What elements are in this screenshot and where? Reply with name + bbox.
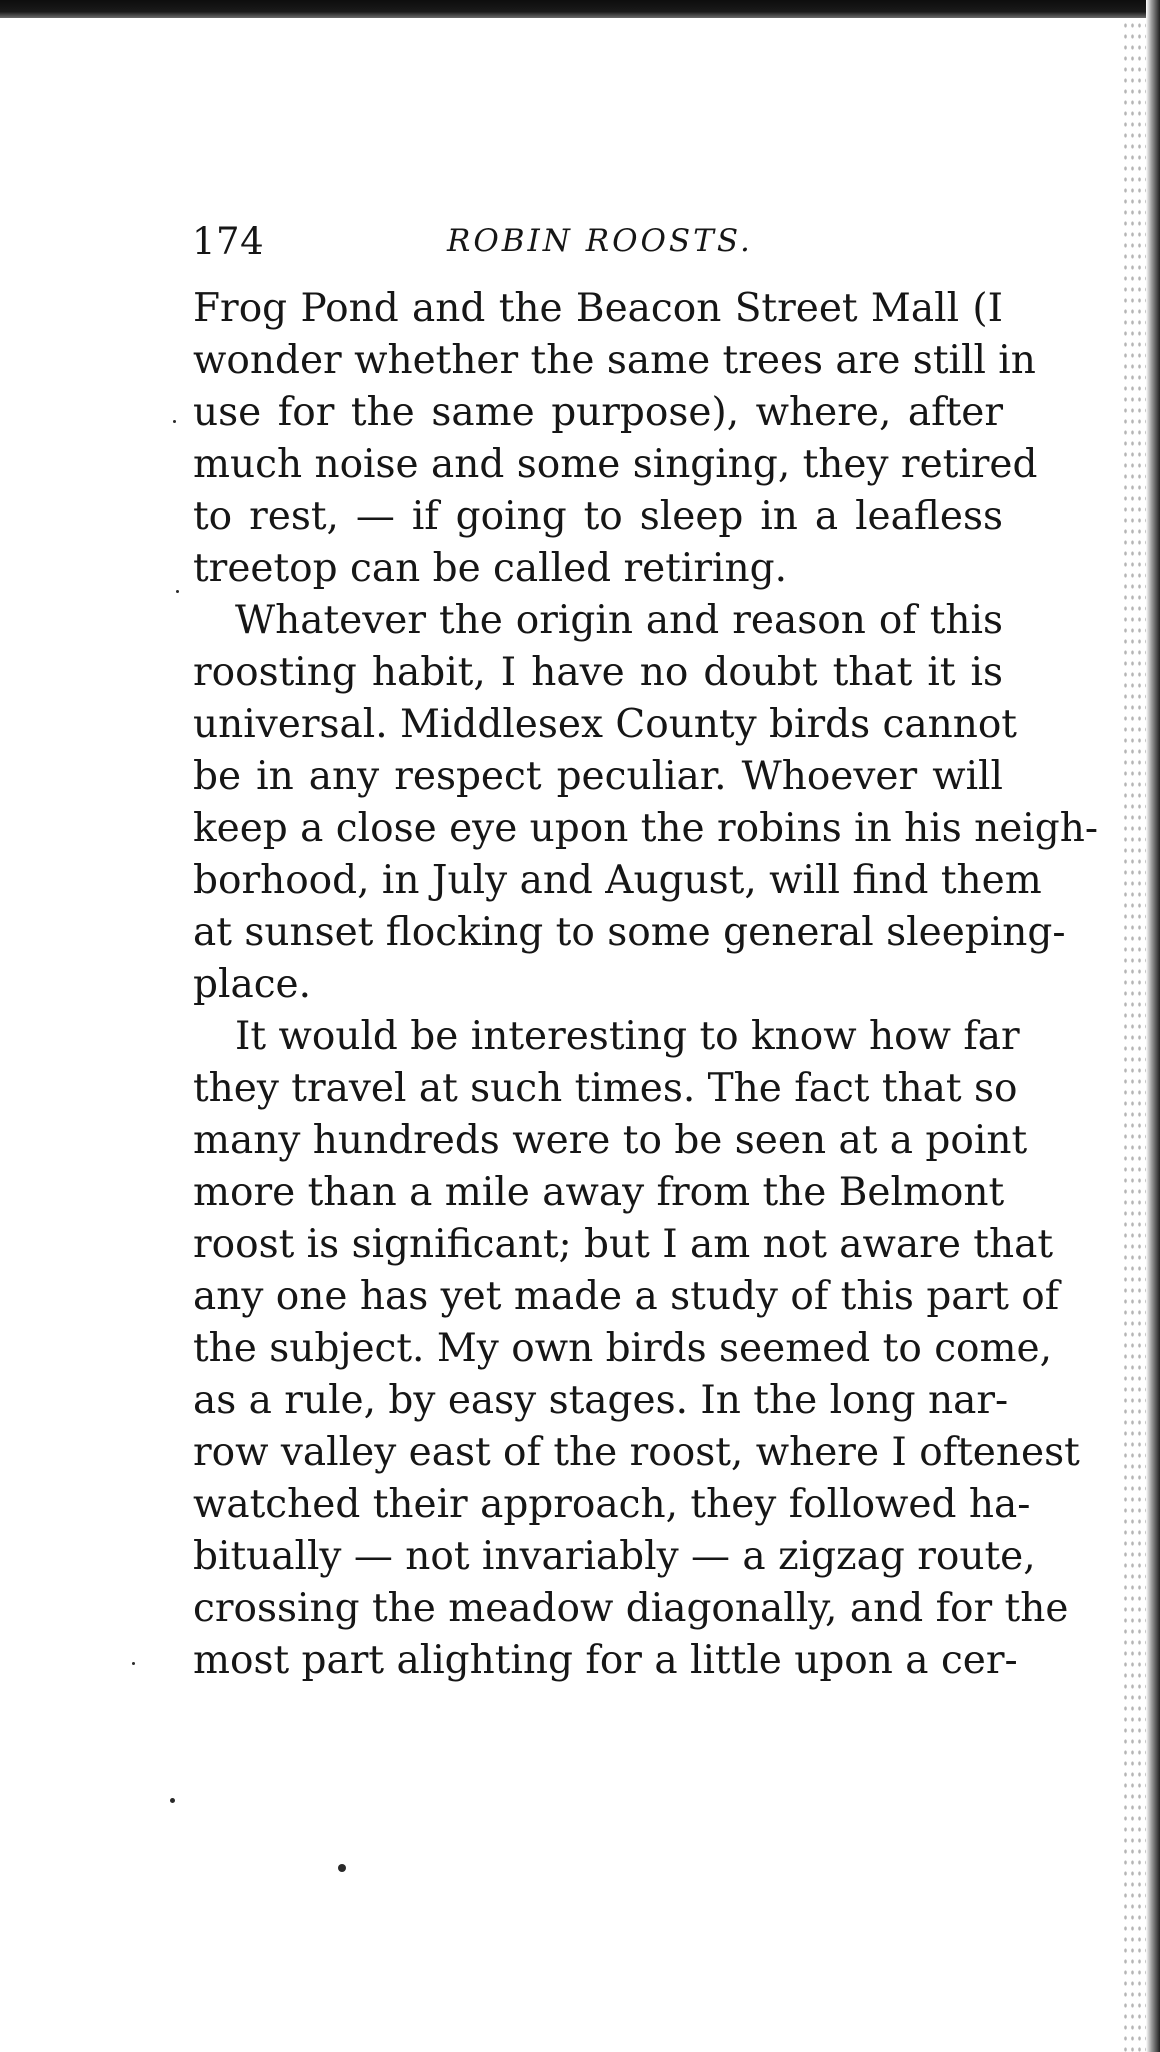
- text-line: at sunset flocking to some general sleeping-: [193, 910, 1066, 955]
- scan-speck: [338, 1864, 346, 1872]
- text-line: wonder whether the same trees are still in: [193, 338, 1036, 383]
- text-line: roosting habit, I have no doubt that it is: [193, 650, 1003, 695]
- scan-right-edge: [1146, 0, 1160, 2052]
- text-line: much noise and some singing, they retired: [193, 442, 1038, 487]
- text-line: the subject. My own birds seemed to come,: [193, 1326, 1052, 1371]
- text-line: universal. Middlesex County birds cannot: [193, 702, 1017, 747]
- body-text: [193, 283, 1099, 1687]
- paragraph-2: [193, 595, 1099, 1011]
- scan-speck: [170, 1798, 175, 1803]
- text-line: keep a close eye upon the robins in his neigh-: [193, 806, 1099, 851]
- paragraph-1: [193, 283, 1038, 595]
- text-line: treetop can be called retiring.: [193, 546, 787, 591]
- running-head: [192, 214, 1042, 270]
- text-line: It would be interesting to know how far: [235, 1014, 1020, 1059]
- text-line: crossing the meadow diagonally, and for the: [193, 1586, 1069, 1631]
- text-line: any one has yet made a study of this part of: [193, 1274, 1060, 1319]
- scan-speck: [132, 1662, 135, 1665]
- text-line: most part alighting for a little upon a cer-: [193, 1638, 1018, 1683]
- text-line: place.: [193, 962, 312, 1007]
- page-number: 174: [192, 220, 265, 263]
- text-line: many hundreds were to be seen at a point: [193, 1118, 1028, 1163]
- scan-speck: [176, 590, 179, 593]
- text-line: watched their approach, they followed ha-: [193, 1482, 1031, 1527]
- text-line: use for the same purpose), where, after: [193, 390, 1003, 435]
- text-line: as a rule, by easy stages. In the long nar-: [193, 1378, 1009, 1423]
- scan-edge-noise: [1122, 20, 1146, 2052]
- text-line: borhood, in July and August, will find them: [193, 858, 1042, 903]
- text-line: more than a mile away from the Belmont: [193, 1170, 1005, 1215]
- text-line: they travel at such times. The fact that so: [193, 1066, 1018, 1111]
- scan-top-border: [0, 0, 1160, 18]
- text-line: roost is significant; but I am not aware that: [193, 1222, 1054, 1267]
- scan-speck: [173, 420, 176, 423]
- paragraph-3: [193, 1011, 1080, 1687]
- text-line: be in any respect peculiar. Whoever will: [193, 754, 1003, 799]
- text-line: row valley east of the roost, where I oftenest: [193, 1430, 1080, 1475]
- text-line: to rest, — if going to sleep in a leafless: [193, 494, 1003, 539]
- running-title: ROBIN ROOSTS.: [447, 223, 753, 259]
- text-line: Frog Pond and the Beacon Street Mall (I: [193, 286, 1003, 331]
- text-line: bitually — not invariably — a zigzag route,: [193, 1534, 1036, 1579]
- text-line: Whatever the origin and reason of this: [235, 598, 1003, 643]
